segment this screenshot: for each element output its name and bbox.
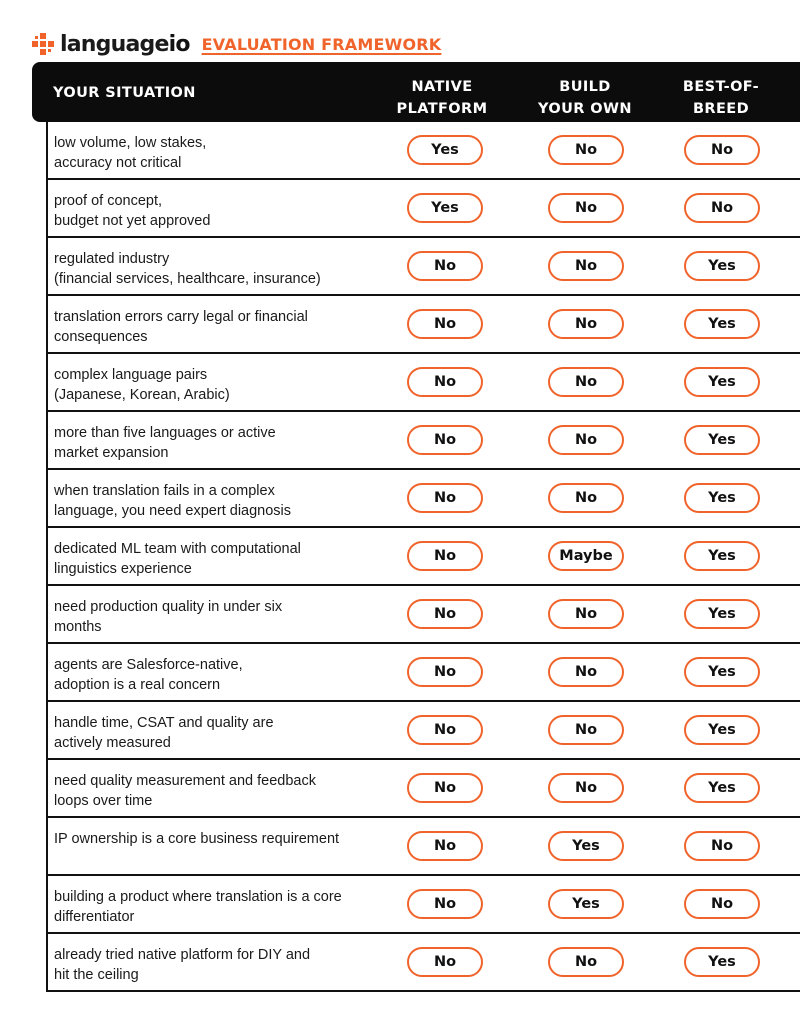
situation-label: more than five languages or active market expansion xyxy=(54,425,276,461)
best-of-breed-answer: Yes xyxy=(684,541,760,571)
situation-label: when translation fails in a complex language, you need expert diagnosis xyxy=(54,483,292,519)
build-your-own-answer: Yes xyxy=(548,831,624,861)
build-your-own-answer: No xyxy=(548,947,624,977)
table-row xyxy=(48,818,800,876)
table-row xyxy=(48,238,800,296)
build-your-own-answer: No xyxy=(548,483,624,513)
best-of-breed-answer: No xyxy=(684,831,760,861)
table-row xyxy=(48,354,800,412)
table-header xyxy=(32,62,800,122)
table-row xyxy=(48,528,800,586)
native-platform-answer: No xyxy=(407,889,483,919)
logo-wordmark xyxy=(60,32,190,57)
situation-label: regulated industry (financial services, healthcare, insurance) xyxy=(54,251,321,287)
best-of-breed-answer: Yes xyxy=(684,309,760,339)
table-row xyxy=(48,644,800,702)
native-platform-answer: No xyxy=(407,715,483,745)
situation-label: handle time, CSAT and quality are actively measured xyxy=(54,715,274,751)
build-your-own-answer: No xyxy=(548,135,624,165)
logo-suffix: io xyxy=(168,31,190,57)
table-row xyxy=(48,760,800,818)
situation-label: translation errors carry legal or financial consequences xyxy=(54,309,308,345)
situation-label: low volume, low stakes, accuracy not critical xyxy=(54,135,207,171)
table-row xyxy=(48,934,800,992)
situation-label: need production quality in under six months xyxy=(54,599,283,635)
native-platform-answer: No xyxy=(407,309,483,339)
situation-label: agents are Salesforce-native, adoption is a real concern xyxy=(54,657,243,693)
situation-label: dedicated ML team with computational linguistics experience xyxy=(54,541,301,577)
build-your-own-answer: No xyxy=(548,309,624,339)
situation-label: complex language pairs (Japanese, Korean, Arabic) xyxy=(54,367,230,403)
column-header-best-of-breed: BEST-OF- BREED xyxy=(682,79,760,117)
best-of-breed-answer: Yes xyxy=(684,715,760,745)
situation-label: proof of concept, budget not yet approved xyxy=(54,193,211,229)
situation-label: building a product where translation is a core differentiator xyxy=(54,889,342,925)
table-row xyxy=(48,702,800,760)
native-platform-answer: No xyxy=(407,251,483,281)
table-row xyxy=(48,180,800,238)
build-your-own-answer: No xyxy=(548,599,624,629)
best-of-breed-answer: Yes xyxy=(684,251,760,281)
situation-label: already tried native platform for DIY and hit the ceiling xyxy=(54,947,311,983)
native-platform-answer: No xyxy=(407,773,483,803)
native-platform-answer: No xyxy=(407,831,483,861)
column-header-native-platform: NATIVE PLATFORM xyxy=(396,79,488,117)
best-of-breed-answer: Yes xyxy=(684,947,760,977)
logo-text: language xyxy=(60,31,169,57)
build-your-own-answer: No xyxy=(548,251,624,281)
table-body xyxy=(46,122,800,992)
build-your-own-answer: No xyxy=(548,367,624,397)
build-your-own-answer: No xyxy=(548,715,624,745)
build-your-own-answer: Yes xyxy=(548,889,624,919)
native-platform-answer: Yes xyxy=(407,135,483,165)
column-header-build-your-own: BUILD YOUR OWN xyxy=(538,79,632,117)
native-platform-answer: No xyxy=(407,947,483,977)
table-row xyxy=(48,586,800,644)
column-header-situation: YOUR SITUATION xyxy=(53,85,196,101)
logo-icon xyxy=(32,33,54,55)
best-of-breed-answer: No xyxy=(684,135,760,165)
build-your-own-answer: No xyxy=(548,657,624,687)
best-of-breed-answer: Yes xyxy=(684,483,760,513)
table-row xyxy=(48,470,800,528)
best-of-breed-answer: Yes xyxy=(684,599,760,629)
build-your-own-answer: Maybe xyxy=(548,541,624,571)
best-of-breed-answer: No xyxy=(684,889,760,919)
native-platform-answer: No xyxy=(407,599,483,629)
native-platform-answer: No xyxy=(407,367,483,397)
native-platform-answer: No xyxy=(407,657,483,687)
best-of-breed-answer: Yes xyxy=(684,773,760,803)
header xyxy=(32,30,441,58)
table-row xyxy=(48,412,800,470)
build-your-own-answer: No xyxy=(548,425,624,455)
situation-label: need quality measurement and feedback loops over time xyxy=(54,773,316,809)
table-row xyxy=(48,122,800,180)
native-platform-answer: No xyxy=(407,483,483,513)
best-of-breed-answer: No xyxy=(684,193,760,223)
native-platform-answer: Yes xyxy=(407,193,483,223)
native-platform-answer: No xyxy=(407,425,483,455)
best-of-breed-answer: Yes xyxy=(684,657,760,687)
table-row xyxy=(48,876,800,934)
page-title: EVALUATION FRAMEWORK xyxy=(201,34,442,54)
table-row xyxy=(48,296,800,354)
best-of-breed-answer: Yes xyxy=(684,425,760,455)
build-your-own-answer: No xyxy=(548,773,624,803)
build-your-own-answer: No xyxy=(548,193,624,223)
best-of-breed-answer: Yes xyxy=(684,367,760,397)
native-platform-answer: No xyxy=(407,541,483,571)
situation-label: IP ownership is a core business requirement xyxy=(54,831,340,847)
